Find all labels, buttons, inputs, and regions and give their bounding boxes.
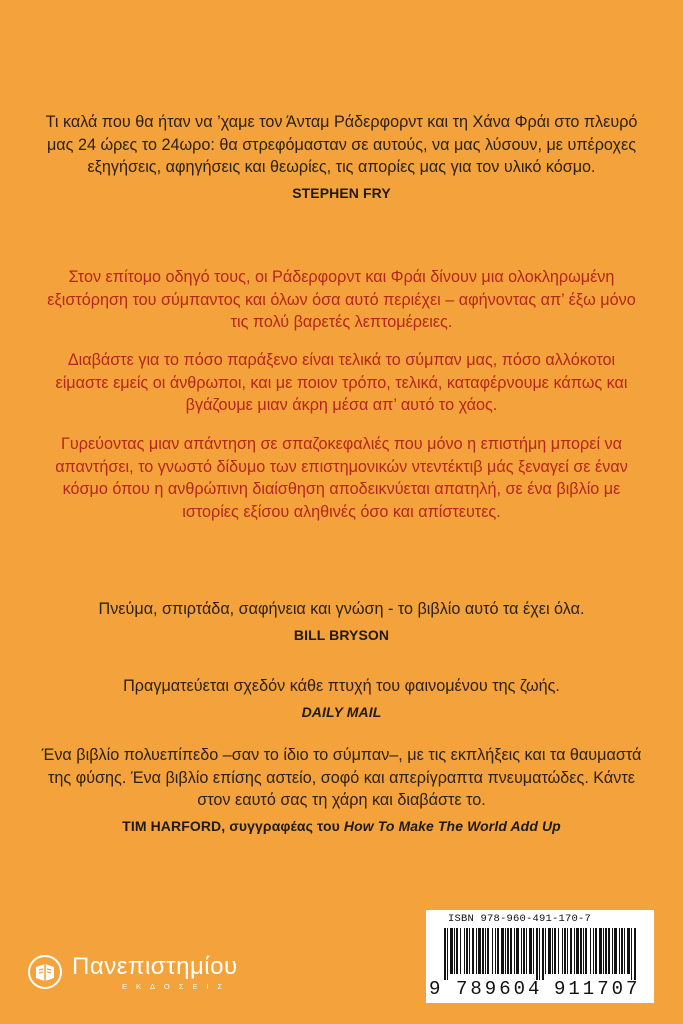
barcode-bar xyxy=(495,928,496,974)
quote-author: STEPHEN FRY xyxy=(292,184,391,201)
barcode-digit-group-1: 789604 xyxy=(456,978,543,1000)
barcode-bar xyxy=(548,928,551,974)
publisher-logo-icon xyxy=(28,955,62,989)
barcode-bar xyxy=(514,928,515,974)
barcode-bar xyxy=(564,928,566,974)
barcode-bar xyxy=(529,928,532,974)
barcode-bar xyxy=(634,928,636,980)
barcode-bar xyxy=(542,928,544,980)
barcode-bar xyxy=(627,928,630,974)
quote-text: Πραγματεύεται σχεδόν κάθε πτυχή του φαινομένου της ζωής. xyxy=(123,677,560,695)
barcode-bar xyxy=(482,928,484,974)
barcode-bar xyxy=(624,928,625,974)
barcode-bar xyxy=(599,928,602,974)
barcode-bar xyxy=(472,928,474,974)
barcode-bar xyxy=(454,928,455,974)
quote-daily-mail xyxy=(40,675,643,720)
publisher-logo xyxy=(28,951,258,997)
barcode-bar xyxy=(497,928,499,974)
barcode-bar xyxy=(460,928,461,974)
quote-author-name: DAILY MAIL xyxy=(301,703,382,720)
barcode-bar xyxy=(583,928,584,974)
publisher-name: Πανεπιστημίου xyxy=(72,953,238,980)
quote-text: Ένα βιβλίο πολυεπίπεδο –σαν το ίδιο το σύμπαν–, με τις εκπλήξεις και τα θαυμαστά της φύσης. Ένα βιβλίο επίσης αστείο, σοφό και απερίγραπτα πνευματώδες. Κάντε στον εαυτό σας τη χάρη και διαβάστε το. xyxy=(41,746,642,810)
barcode-bar xyxy=(562,928,563,974)
quote-author: BILL BRYSON xyxy=(293,626,390,643)
barcode-bar xyxy=(487,928,489,974)
isbn-barcode xyxy=(426,910,654,1003)
barcode-bar xyxy=(533,928,534,974)
barcode-bars xyxy=(440,928,640,980)
quote-author-name: TIM HARFORD, συγγραφέας του xyxy=(122,817,340,834)
description-paragraph-2 xyxy=(40,349,643,417)
barcode-bar xyxy=(605,928,607,974)
barcode-bar xyxy=(450,928,453,974)
barcode-bar xyxy=(558,928,559,974)
quote-book-title: How To Make The World Add Up xyxy=(343,817,561,834)
barcode-bar xyxy=(492,928,493,974)
barcode-bar xyxy=(567,928,568,974)
barcode-bar xyxy=(501,928,504,974)
barcode-bar xyxy=(619,928,620,974)
quote-text: Πνεύμα, σπιρτάδα, σαφήνεια και γνώση - το βιβλίο αυτό τα έχει όλα. xyxy=(98,600,585,618)
barcode-bar xyxy=(505,928,506,974)
publisher-subtitle: ΕΚΔΟΣΕΙΣ xyxy=(122,982,232,991)
barcode-bar xyxy=(621,928,623,974)
quote-author xyxy=(40,704,643,720)
barcode-bar xyxy=(574,928,575,974)
barcode-bar xyxy=(485,928,486,974)
barcode-bar xyxy=(554,928,556,974)
barcode-bar xyxy=(510,928,512,974)
barcode-bar xyxy=(523,928,525,974)
barcode-digit-first: 9 xyxy=(429,978,441,1000)
description-paragraph-3 xyxy=(40,433,643,523)
barcode-bar xyxy=(580,928,582,974)
barcode-bar xyxy=(545,928,546,974)
barcode-bar xyxy=(536,928,538,980)
barcode-bar xyxy=(464,928,465,974)
description-text: Διαβάστε για το πόσο παράξενο είναι τελικά το σύμπαν μας, πόσο αλλόκοτοι είμαστε εμείς οι άνθρωποι, και με ποιον τρόπο, τελικά, καταφέρνουμε κάπως και βγάζουμε μιαν άκρη μέσα απ’ αυτό το χάος. xyxy=(55,351,628,415)
barcode-bar xyxy=(608,928,610,974)
barcode-bar xyxy=(447,928,448,980)
description-paragraph-1 xyxy=(40,266,643,334)
quote-bill-bryson xyxy=(40,598,643,643)
barcode-bar xyxy=(539,928,540,980)
barcode-bar xyxy=(585,928,587,974)
quote-author xyxy=(40,818,643,834)
quote-text: Τι καλά που θα ήταν να ’χαμε τον Άνταμ Ράδερφορντ και τη Χάνα Φράι στο πλευρό μας 24 ώρες το 24ωρο: θα στρεφόμασταν σε αυτούς, να μας λύσουν, με υπέροχες εξηγήσεις, αφηγήσεις και θεωρίες, τις απορίες μας για τον υλικό κόσμο. xyxy=(45,113,638,177)
barcode-bar xyxy=(570,928,572,974)
barcode-bar xyxy=(593,928,594,974)
description-text: Στον επίτομο οδηγό τους, οι Ράδερφορντ και Φράι δίνουν μια ολοκληρωμένη εξιστόρηση του σύμπαντος και όλων όσα αυτό περιέχει – αφήνοντας απ’ έξω μόνο τις πολύ βαρετές λεπτομέρειες. xyxy=(47,268,636,332)
barcode-bar xyxy=(444,928,446,980)
barcode-bar xyxy=(590,928,591,974)
barcode-bar xyxy=(466,928,468,974)
quote-stephen-fry xyxy=(40,111,643,201)
barcode-bar xyxy=(603,928,604,974)
barcode-bar xyxy=(478,928,481,974)
isbn-text: ISBN 978-960-491-170-7 xyxy=(448,913,592,925)
barcode-bar xyxy=(456,928,458,974)
barcode-digit-group-2: 911707 xyxy=(554,978,641,1000)
barcode-bar xyxy=(476,928,477,974)
barcode-bar xyxy=(631,928,632,980)
barcode-bar xyxy=(507,928,509,974)
barcode-bar xyxy=(521,928,522,974)
barcode-bar xyxy=(552,928,553,974)
barcode-bar xyxy=(612,928,613,974)
quote-tim-harford xyxy=(40,744,643,834)
description-text: Γυρεύοντας μιαν απάντηση σε σπαζοκεφαλιές που μόνο η επιστήμη μπορεί να απαντήσει, το γνωστό δίδυμο των επιστημονικών ντεντέκτιβ μάς ξεναγεί σε έναν κόσμο όπου η ανθρώπινη διαίσθηση αποδεικνύεται απατηλή, σε ένα βιβλίο με ιστορίες εξίσου αληθινές όσο και απίστευτες. xyxy=(55,435,628,521)
barcode-bar xyxy=(614,928,617,974)
barcode-bar xyxy=(469,928,470,974)
barcode-bar xyxy=(595,928,597,974)
barcode-bar xyxy=(576,928,579,974)
barcode-bar xyxy=(526,928,527,974)
barcode-bar xyxy=(516,928,519,974)
